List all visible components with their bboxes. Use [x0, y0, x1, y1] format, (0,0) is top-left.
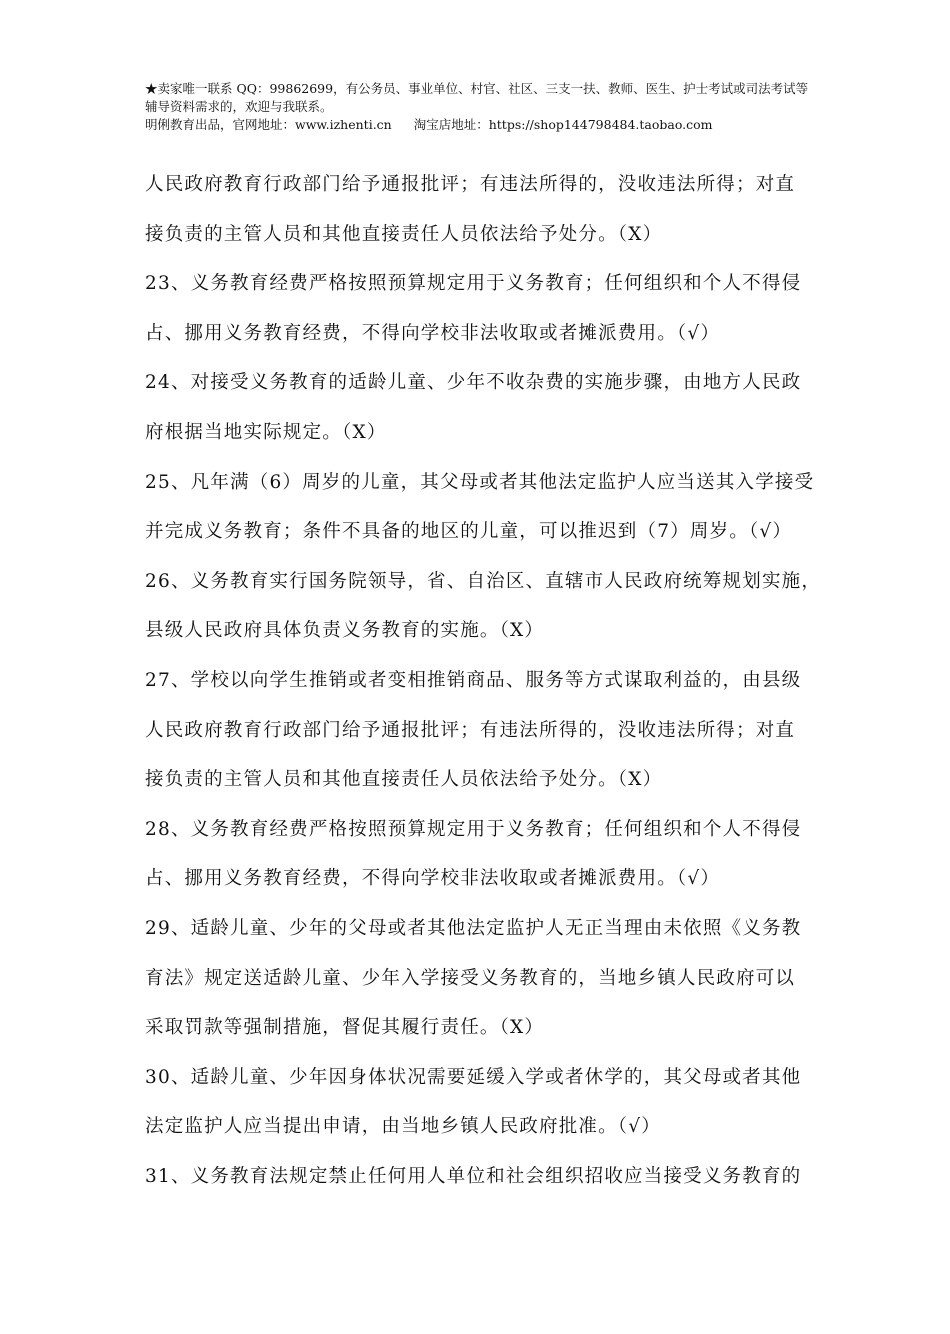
header-website: 明俐教育出品，官网地址：www.izhenti.cn [145, 117, 392, 132]
text-line: 29、适龄儿童、少年的父母或者其他法定监护人无正当理由未依照《义务教 [145, 917, 802, 939]
text-line: 占、挪用义务教育经费，不得向学校非法收取或者摊派费用。（√） [145, 868, 721, 890]
document-body [145, 160, 822, 1201]
text-line: 接负责的主管人员和其他直接责任人员依法给予处分。（X） [145, 223, 663, 245]
text-line: 25、凡年满（6）周岁的儿童，其父母或者其他法定监护人应当送其入学接受 [145, 471, 815, 493]
text-line: 接负责的主管人员和其他直接责任人员依法给予处分。（X） [145, 769, 663, 791]
text-line: 人民政府教育行政部门给予通报批评；有违法所得的，没收违法所得；对直 [145, 719, 796, 741]
text-line: 24、对接受义务教育的适龄儿童、少年不收杂费的实施步骤，由地方人民政 [145, 372, 802, 394]
header-address-line [145, 116, 810, 134]
text-line: 县级人民政府具体负责义务教育的实施。（X） [145, 620, 545, 642]
text-line: 育法》规定送适龄儿童、少年入学接受义务教育的，当地乡镇人民政府可以 [145, 967, 796, 989]
header-shop-address: 淘宝店地址：https://shop144798484.taobao.com [413, 117, 713, 132]
text-line: 31、义务教育法规定禁止任何用人单位和社会组织招收应当接受义务教育的 [145, 1165, 802, 1187]
header-contact-line: ★卖家唯一联系 QQ：99862699，有公务员、事业单位、村官、社区、三支一扶、教师、医生、护士考试或司法考试等辅导资料需求的，欢迎与我联系。 [145, 81, 809, 114]
text-line: 人民政府教育行政部门给予通报批评；有违法所得的，没收违法所得；对直 [145, 174, 796, 195]
text-line: 府根据当地实际规定。（X） [145, 421, 387, 443]
page-header [145, 80, 810, 134]
text-line: 27、学校以向学生推销或者变相推销商品、服务等方式谋取利益的，由县级 [145, 669, 802, 691]
text-line: 30、适龄儿童、少年因身体状况需要延缓入学或者休学的，其父母或者其他 [145, 1066, 802, 1088]
text-line: 并完成义务教育；条件不具备的地区的儿童，可以推迟到（7）周岁。（√） [145, 521, 793, 543]
text-line: 23、义务教育经费严格按照预算规定用于义务教育；任何组织和个人不得侵 [145, 273, 802, 295]
text-line: 占、挪用义务教育经费，不得向学校非法收取或者摊派费用。（√） [145, 322, 721, 344]
text-line: 法定监护人应当提出申请，由当地乡镇人民政府批准。（√） [145, 1116, 661, 1138]
text-line: 26、义务教育实行国务院领导，省、自治区、直辖市人民政府统筹规划实施， [145, 570, 822, 592]
text-line: 采取罚款等强制措施，督促其履行责任。（X） [145, 1017, 545, 1039]
text-line: 28、义务教育经费严格按照预算规定用于义务教育；任何组织和个人不得侵 [145, 818, 802, 840]
